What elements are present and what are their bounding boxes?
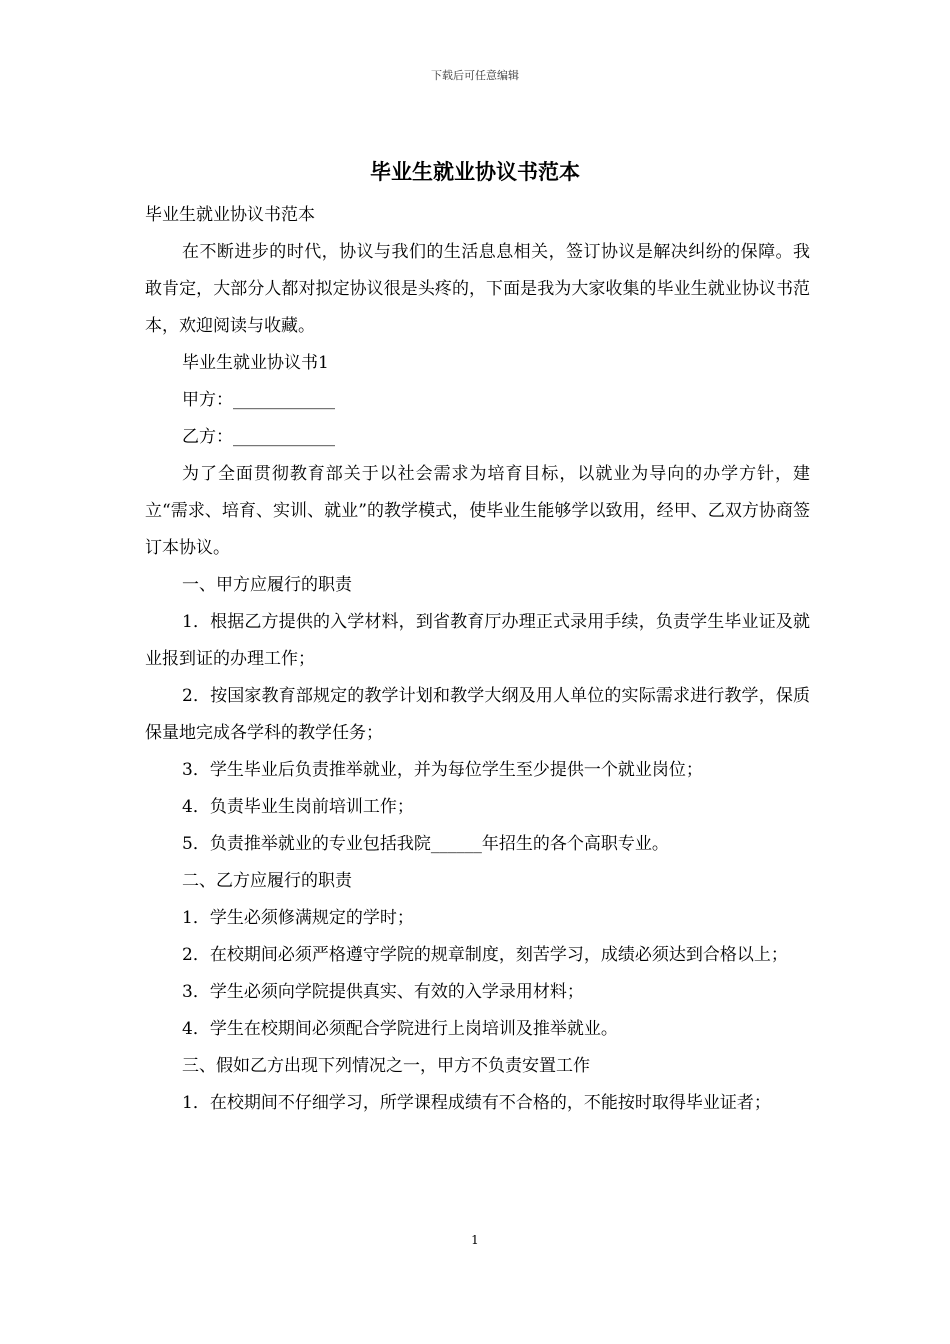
clause-b-2: 2．在校期间必须严格遵守学院的规章制度，刻苦学习，成绩必须达到合格以上；: [182, 945, 788, 965]
section-heading-exemptions: 三、假如乙方出现下列情况之一，甲方不负责安置工作: [182, 1056, 590, 1076]
subtitle-line: 毕业生就业协议书范本: [145, 205, 315, 225]
agreement-heading: 毕业生就业协议书1: [182, 353, 329, 373]
party-a-field: 甲方：____________: [182, 390, 335, 410]
clause-b-3: 3．学生必须向学院提供真实、有效的入学录用材料；: [182, 982, 584, 1002]
clause-b-4: 4．学生在校期间必须配合学院进行上岗培训及推举就业。: [182, 1019, 618, 1039]
clause-a-5: 5．负责推举就业的专业包括我院______年招生的各个高职专业。: [182, 834, 669, 854]
intro-paragraph: 在不断进步的时代，协议与我们的生活息息相关，签订协议是解决纠纷的保障。我敢肯定，大部分人都对拟定协议很是头疼的，下面是我为大家收集的毕业生就业协议书范本，欢迎阅读与收藏。: [145, 242, 810, 336]
preamble-paragraph: 为了全面贯彻教育部关于以社会需求为培育目标，以就业为导向的办学方针，建立“需求、培育、实训、就业”的教学模式，使毕业生能够学以致用，经甲、乙双方协商签订本协议。: [145, 464, 810, 558]
clause-a-3: 3．学生毕业后负责推举就业，并为每位学生至少提供一个就业岗位；: [182, 760, 703, 780]
document-title: 毕业生就业协议书范本: [370, 160, 580, 184]
document-body: [145, 197, 810, 1122]
header-note: 下载后可任意编辑: [431, 69, 519, 82]
clause-a-4: 4．负责毕业生岗前培训工作；: [182, 797, 414, 817]
clause-c-1: 1．在校期间不仔细学习，所学课程成绩有不合格的，不能按时取得毕业证者；: [182, 1093, 771, 1113]
page-number: 1: [471, 1233, 479, 1247]
party-b-field: 乙方：____________: [182, 427, 335, 447]
clause-b-1: 1．学生必须修满规定的学时；: [182, 908, 414, 928]
clause-a-1: 1．根据乙方提供的入学材料，到省教育厅办理正式录用手续，负责学生毕业证及就业报到证的办理工作；: [145, 612, 810, 669]
section-heading-party-b: 二、乙方应履行的职责: [182, 871, 352, 891]
clause-a-2: 2．按国家教育部规定的教学计划和教学大纲及用人单位的实际需求进行教学，保质保量地完成各学科的教学任务；: [145, 686, 810, 743]
section-heading-party-a: 一、甲方应履行的职责: [182, 575, 352, 595]
